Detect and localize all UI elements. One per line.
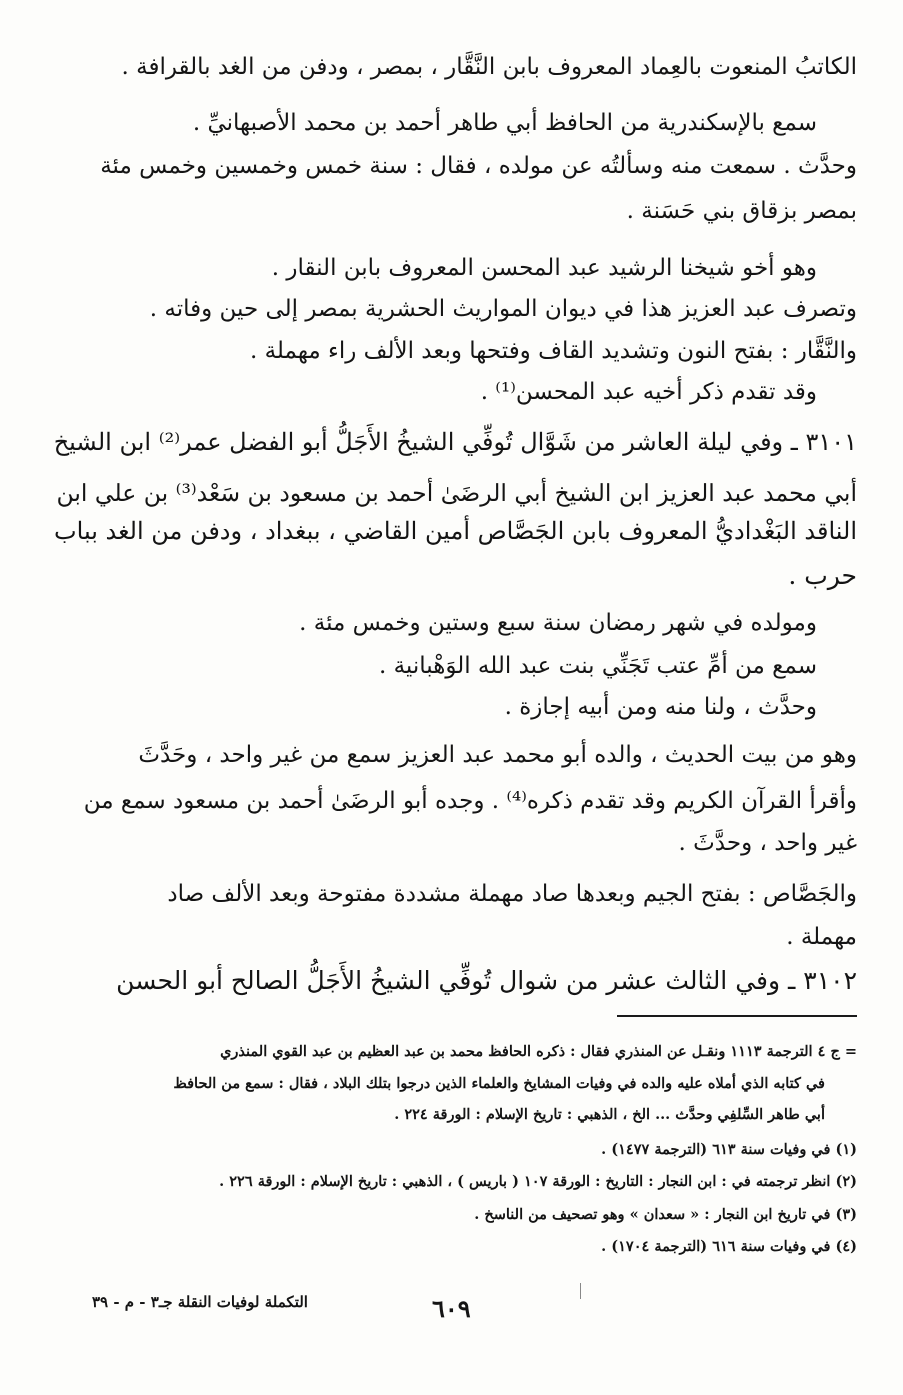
print-mark [580, 1283, 581, 1299]
text-line: حرب . [788, 561, 857, 590]
text-line: بمصر بزقاق بني حَسَنة . [626, 198, 857, 224]
text-line: ومولده في شهر رمضان سنة سبع وستين وخمس مئة . [299, 610, 817, 636]
text-line: والنَّقَّار : بفتح النون وتشديد القاف وفتحها وبعد الألف راء مهملة . [249, 338, 857, 364]
text-line: والجَصَّاص : بفتح الجيم وبعدها صاد مهملة مشددة مفتوحة وبعد الألف صاد [167, 881, 857, 907]
text-line: وهو من بيت الحديث ، والده أبو محمد عبد العزيز سمع من غير واحد ، وحَدَّثَ [138, 742, 857, 768]
text-line: الناقد البَغْداديُّ المعروف بابن الجَصَّاص أمين القاضي ، ببغداد ، ودفن من الغد بباب [54, 517, 857, 545]
text-line: سمع من أمِّ عتب تَجَنِّي بنت عبد الله الوَهْبانية . [378, 653, 817, 679]
text-line: وتصرف عبد العزيز هذا في ديوان المواريث الحشرية بمصر إلى حين وفاته . [149, 296, 857, 322]
running-title: التكملة لوفيات النقلة جـ٣ - م - ٣٩ [92, 1293, 308, 1311]
entry-heading-3101: ٣١٠١ ـ وفي ليلة العاشر من شَوَّال تُوفِّي الشيخُ الأَجَلُّ أبو الفضل عمر⁽²⁾ ابن الشيخ [53, 428, 857, 456]
text-line: غير واحد ، وحدَّثَ . [678, 830, 857, 856]
footnote-line: = ج ٤ الترجمة ١١١٣ ونقـل عن المنذري فقال : ذكره الحافظ محمد بن عبد العظيم بن عبد القوي المنذري [220, 1043, 857, 1060]
footnote-separator [617, 1015, 857, 1017]
footnote-line: (٤) في وفيات سنة ٦١٦ (الترجمة ١٧٠٤) . [601, 1238, 857, 1255]
footnote-line: أبي طاهر السِّلفِي وحدَّث ... الخ ، الذهبي : تاريخ الإسلام : الورقة ٢٢٤ . [394, 1106, 825, 1123]
page-number: ٦٠٩ [432, 1294, 471, 1323]
footnote-line: في كتابه الذي أملاه عليه والده في وفيات المشايخ والعلماء الذين درجوا بتلك البلاد ، فقال : سمع من الحافظ [173, 1075, 825, 1092]
text-line: وأقرأ القرآن الكريم وقد تقدم ذكره⁽⁴⁾ . وجده أبو الرضَىٰ أحمد بن مسعود سمع من [83, 788, 857, 814]
text-line: الكاتبُ المنعوت بالعِماد المعروف بابن النَّقَّار ، بمصر ، ودفن من الغد بالقرافة . [121, 54, 857, 80]
text-line: وحدَّث . سمعت منه وسألتُه عن مولده ، فقال : سنة خمس وخمسين وخمس مئة [100, 153, 857, 179]
text-line: مهملة . [786, 924, 857, 950]
text-line: سمع بالإسكندرية من الحافظ أبي طاهر أحمد بن محمد الأصبهانيِّ . [192, 110, 817, 136]
footnote-line: (١) في وفيات سنة ٦١٣ (الترجمة ١٤٧٧) . [601, 1141, 857, 1158]
footnote-line: (٢) انظر ترجمته في : ابن النجار : التاريخ : الورقة ١٠٧ ( باريس ) ، الذهبي : تاريخ الإسلام : الورقة ٢٢٦ . [219, 1173, 857, 1190]
text-line: أبي محمد عبد العزيز ابن الشيخ أبي الرضَىٰ أحمد بن مسعود بن سَعْد⁽³⁾ بن علي ابن [56, 479, 857, 507]
text-line: وهو أخو شيخنا الرشيد عبد المحسن المعروف بابن النقار . [271, 255, 817, 281]
text-line: وحدَّث ، ولنا منه ومن أبيه إجازة . [504, 694, 817, 720]
entry-heading-3102: ٣١٠٢ ـ وفي الثالث عشر من شوال تُوفِّي الشيخُ الأَجَلُّ الصالح أبو الحسن [116, 966, 857, 995]
footnote-line: (٣) في تاريخ ابن النجار : « سعدان » وهو تصحيف من الناسخ . [474, 1206, 857, 1223]
text-line: وقد تقدم ذكر أخيه عبد المحسن⁽¹⁾ . [480, 379, 817, 405]
